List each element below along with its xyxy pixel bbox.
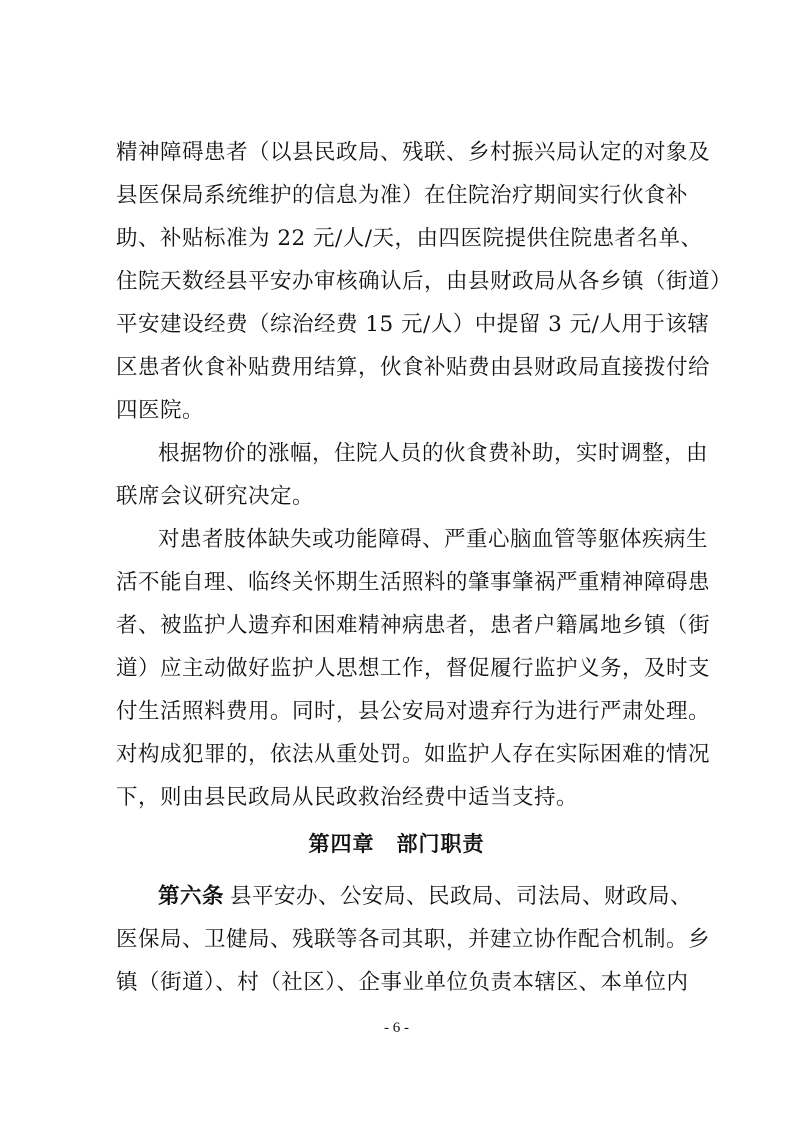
paragraph-line: 镇（街道）、村（社区）、企事业单位负责本辖区、本单位内 (116, 970, 689, 995)
paragraph-line: 住院天数经县平安办审核确认后，由县财政局从各乡镇（街道） (116, 269, 733, 294)
paragraph-line: 医保局、卫健局、残联等各司其职，并建立协作配合机制。乡 (116, 927, 711, 952)
page-number: - 6 - (384, 1020, 409, 1036)
article-label: 第六条 (158, 884, 225, 909)
article-text: 县平安办、公安局、民政局、司法局、财政局、 (230, 884, 693, 909)
paragraph-line: 联席会议研究决定。 (116, 484, 315, 509)
paragraph-line: 平安建设经费（综治经费 15 元/人）中提留 3 元/人用于该辖 (116, 312, 710, 337)
chapter-heading: 第四章 部门职责 (308, 832, 485, 856)
paragraph-line: 对患者肢体缺失或功能障碍、严重心脑血管等躯体疾病生 (158, 527, 709, 552)
paragraph-line: 对构成犯罪的，依法从重处罚。如监护人存在实际困难的情况 (116, 742, 711, 767)
paragraph-line: 区患者伙食补贴费用结算，伙食补贴费由县财政局直接拨付给 (116, 355, 711, 380)
paragraph-line: 付生活照料费用。同时，县公安局对遗弃行为进行严肃处理。 (116, 699, 711, 724)
article-first-line (158, 882, 693, 912)
paragraph-line: 道）应主动做好监护人思想工作，督促履行监护义务，及时支 (116, 656, 711, 681)
paragraph-line: 活不能自理、临终关怀期生活照料的肇事肇祸严重精神障碍患 (116, 570, 711, 595)
paragraph-line: 根据物价的涨幅，住院人员的伙食费补助，实时调整，由 (158, 441, 709, 466)
paragraph-line: 精神障碍患者（以县民政局、残联、乡村振兴局认定的对象及 (116, 140, 711, 165)
paragraph-line: 下，则由县民政局从民政救治经费中适当支持。 (116, 785, 579, 810)
paragraph-line: 四医院。 (116, 398, 205, 423)
paragraph-line: 县医保局系统维护的信息为准）在住院治疗期间实行伙食补 (116, 183, 689, 208)
paragraph-line: 助、补贴标准为 22 元/人/天，由四医院提供住院患者名单、 (116, 226, 703, 251)
paragraph-line: 者、被监护人遗弃和困难精神病患者，患者户籍属地乡镇（街 (116, 613, 711, 638)
